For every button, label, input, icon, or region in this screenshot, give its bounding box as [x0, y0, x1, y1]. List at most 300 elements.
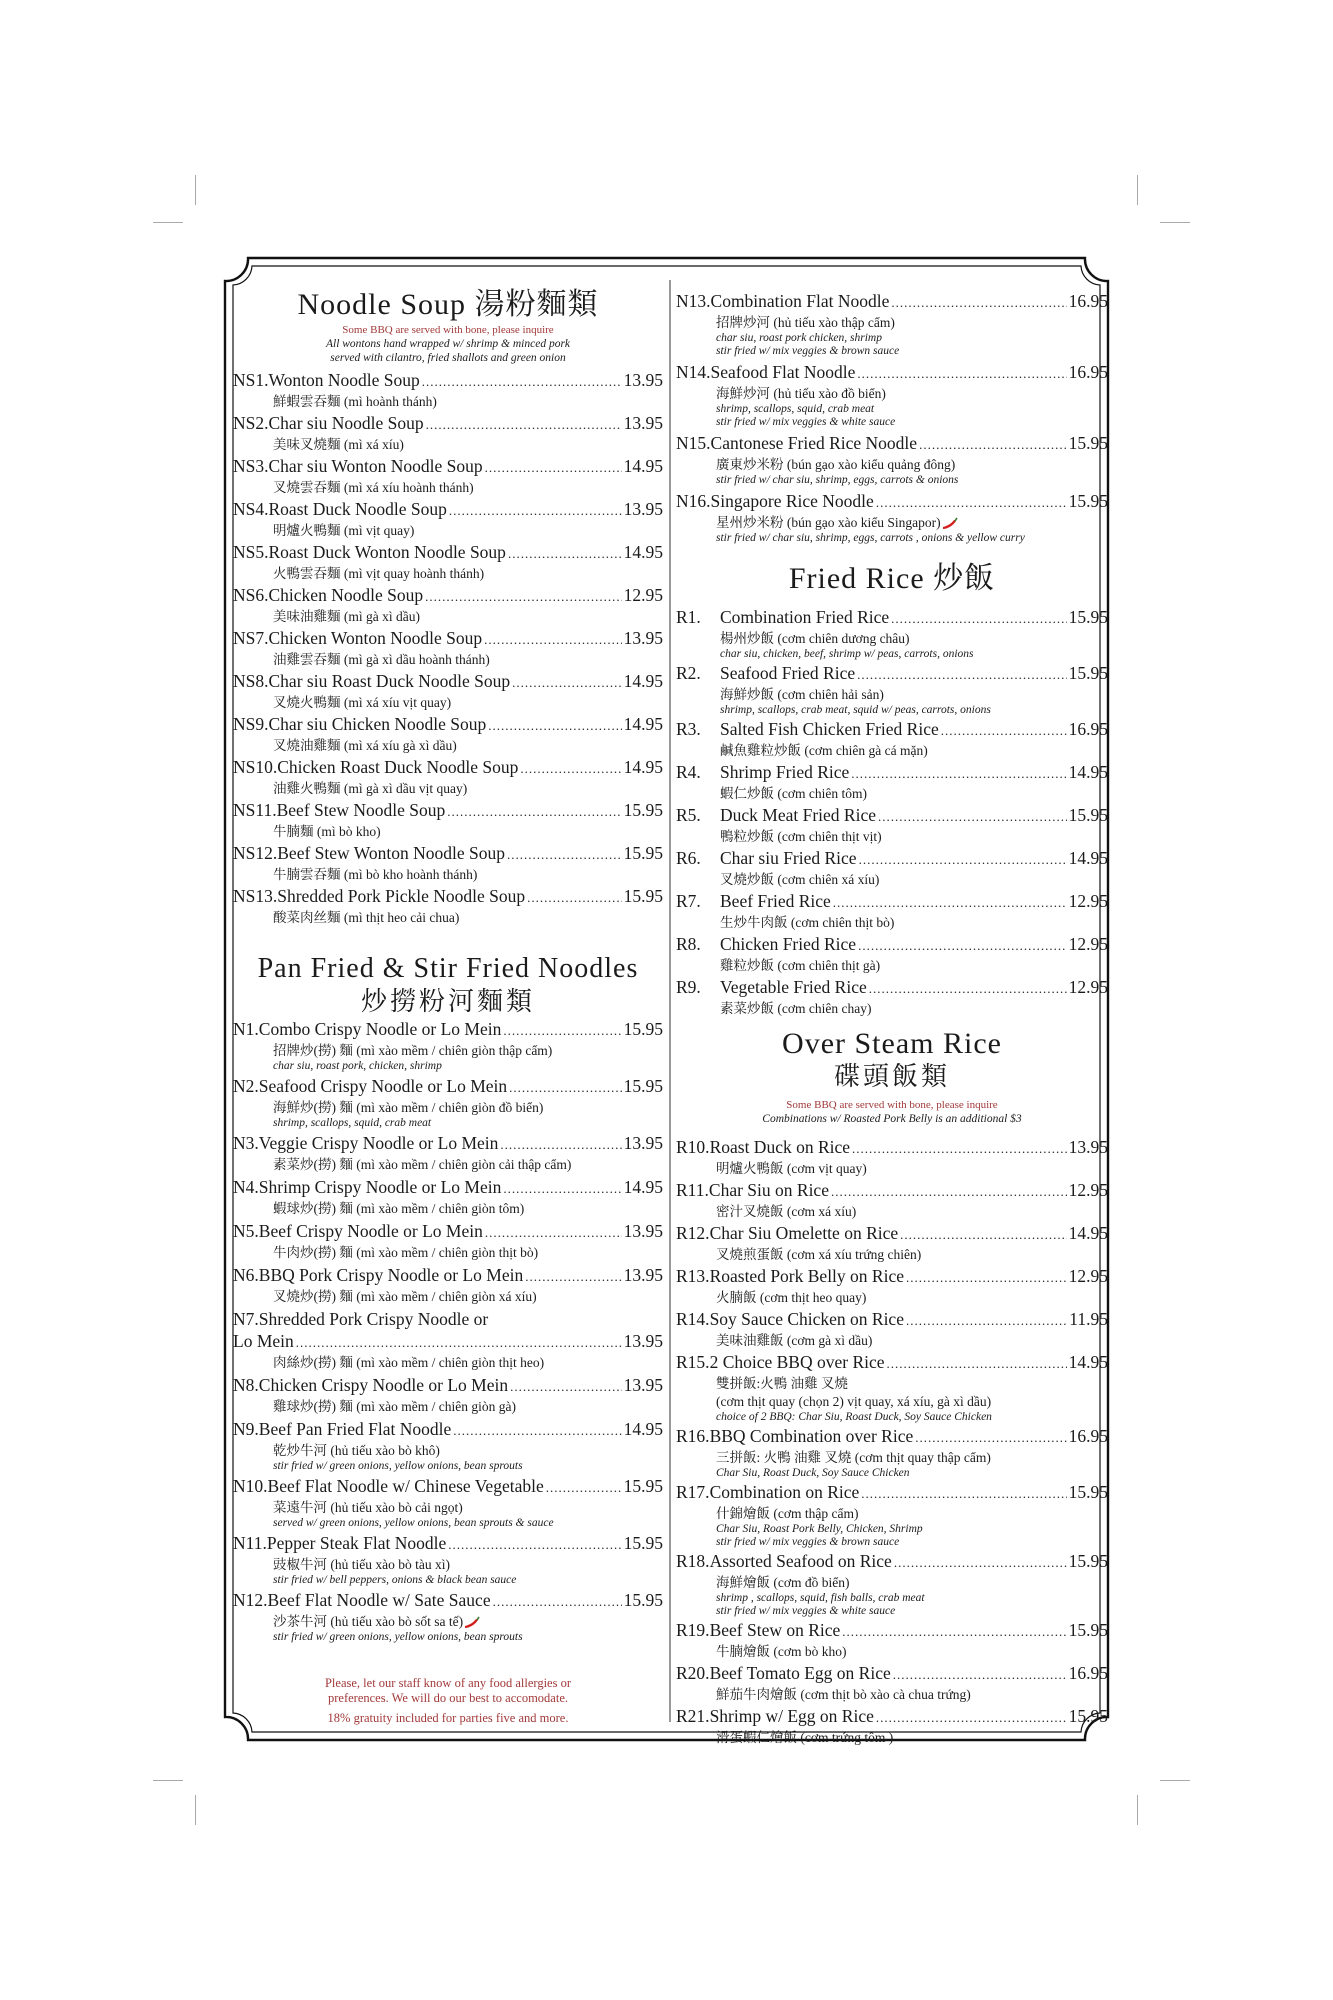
item-code: N1. — [233, 1019, 259, 1039]
item-translation — [233, 479, 663, 497]
chili-pepper-icon — [463, 1616, 481, 1630]
item-name: Seafood Flat Noodle — [710, 362, 856, 382]
item-name: Roast Duck Wonton Noodle Soup — [268, 542, 506, 562]
item-translation-text: 肉絲炒(撈) 麵 (mì xào mềm / chiên giòn thịt heo) — [273, 1355, 545, 1370]
menu-item — [233, 885, 663, 927]
item-code: R17. — [676, 1482, 710, 1502]
dot-leader — [859, 847, 1067, 871]
menu-item-line — [676, 290, 1108, 314]
item-name: Cantonese Fried Rice Noodle — [710, 433, 918, 453]
item-translation-text: 海鮮燴飯 (cơm đồ biển) — [716, 1575, 850, 1590]
item-price: 14.95 — [623, 1177, 663, 1197]
dot-leader — [906, 1265, 1067, 1289]
item-price: 16.95 — [1068, 1663, 1108, 1683]
menu-item-line — [233, 1330, 663, 1354]
item-price: 12.95 — [1068, 1180, 1108, 1200]
item-code: R11. — [676, 1180, 709, 1200]
item-code: NS10. — [233, 757, 278, 777]
item-translation — [233, 1398, 663, 1416]
menu-item-line — [676, 662, 1108, 686]
item-code: NS8. — [233, 671, 269, 691]
item-translation — [676, 828, 1108, 846]
item-translation — [676, 1160, 1108, 1178]
item-code: N13. — [676, 291, 711, 311]
item-translation — [233, 522, 663, 540]
item-description: shrimp, scallops, crab meat, squid w/ peas, carrots, onions — [720, 704, 991, 716]
menu-item-line — [676, 761, 1108, 785]
menu-item — [233, 1018, 663, 1073]
fried-rice-title: Fried Rice 炒飯 — [788, 562, 996, 595]
dot-leader — [861, 1481, 1066, 1505]
item-code: R20. — [676, 1663, 710, 1683]
menu-item-line — [676, 1619, 1108, 1643]
item-price: 15.95 — [1068, 1482, 1108, 1502]
item-translation — [233, 1613, 663, 1631]
item-translation — [676, 1246, 1108, 1264]
item-price: 16.95 — [1068, 1426, 1108, 1446]
menu-item-line — [233, 713, 663, 737]
item-name: Wonton Noodle Soup — [268, 370, 420, 390]
item-translation-text: 雙拼飯:火鴨 油雞 叉燒 — [716, 1376, 849, 1391]
item-name: Combination on Rice — [709, 1482, 860, 1502]
dot-leader — [484, 627, 622, 651]
item-translation — [676, 914, 1108, 932]
pan-fried-list — [233, 1018, 663, 1644]
item-translation — [233, 1442, 663, 1460]
menu-item — [676, 606, 1108, 661]
menu-item — [676, 1425, 1108, 1480]
item-translation-text: 廣東炒米粉 (bún gạo xào kiểu quảng đông) — [716, 457, 956, 472]
dot-leader — [842, 1619, 1066, 1643]
item-name: Beef Tomato Egg on Rice — [709, 1663, 891, 1683]
menu-item-line — [233, 1374, 663, 1398]
item-price: 15.95 — [623, 843, 663, 863]
item-price: 14.95 — [1068, 762, 1108, 782]
item-name: Assorted Seafood on Rice — [709, 1551, 892, 1571]
item-translation-text: 鴨粒炒飯 (cơm chiên thịt vịt) — [720, 829, 882, 844]
menu-item-line — [676, 976, 1108, 1000]
item-translation — [233, 565, 663, 583]
item-translation-text: 鹹魚雞粒炒飯 (cơm chiên gà cá mặn) — [720, 743, 928, 758]
item-description: shrimp, scallops, squid, crab meat — [716, 403, 875, 415]
item-translation — [233, 780, 663, 798]
item-translation — [233, 1042, 663, 1060]
item-translation: (cơm thịt quay (chọn 2) vịt quay, xá xíu, gà xì dầu) — [716, 1394, 992, 1409]
menu-item-line — [676, 361, 1108, 385]
dot-leader — [520, 756, 621, 780]
item-name: Pepper Steak Flat Noodle — [266, 1533, 447, 1553]
item-translation-text: 美味油雞飯 (cơm gà xì dầu) — [716, 1333, 873, 1348]
item-price: 14.95 — [623, 1419, 663, 1439]
item-name: Char siu Fried Rice — [720, 848, 857, 868]
item-code: R5. — [676, 805, 701, 825]
item-name-continued: Lo Mein — [233, 1331, 294, 1351]
dot-leader — [869, 976, 1067, 1000]
item-translation — [233, 1244, 663, 1262]
item-translation — [233, 694, 663, 712]
item-name: Beef Crispy Noodle or Lo Mein — [258, 1221, 483, 1241]
item-code: R9. — [676, 977, 701, 997]
item-price: 13.95 — [623, 1133, 663, 1153]
noodle-soup-list — [233, 369, 663, 927]
item-translation-text: 星州炒米粉 (bún gạo xào kiểu Singapor) — [716, 515, 941, 530]
menu-item-line — [676, 1308, 1108, 1332]
dot-leader — [422, 369, 622, 393]
item-code: R2. — [676, 663, 701, 683]
item-price: 15.95 — [1068, 663, 1108, 683]
item-translation-text: 牛腩燴飯 (cơm bò kho) — [716, 1644, 847, 1659]
menu-item — [676, 1550, 1108, 1618]
item-name: Shredded Pork Pickle Noodle Soup — [277, 886, 526, 906]
item-price: 14.95 — [623, 456, 663, 476]
menu-item-line — [233, 1220, 663, 1244]
item-name: Chicken Noodle Soup — [268, 585, 424, 605]
allergy-line: preferences. We will do our best to accomodate. — [328, 1691, 568, 1705]
allergy-note — [233, 1676, 663, 1726]
dot-leader — [527, 885, 621, 909]
item-translation — [233, 1200, 663, 1218]
item-name: 2 Choice BBQ over Rice — [709, 1352, 885, 1372]
menu-item — [676, 804, 1108, 846]
item-price: 13.95 — [623, 1265, 663, 1285]
menu-item — [676, 933, 1108, 975]
item-translation-text: 叉燒炒(撈) 麵 (mì xào mềm / chiên giòn xá xíu) — [273, 1289, 537, 1304]
item-description: stir fried w/ mix veggies & white sauce — [716, 416, 896, 428]
item-translation-text: 蝦球炒(撈) 麵 (mì xào mềm / chiên giòn tôm) — [273, 1201, 525, 1216]
menu-item — [676, 890, 1108, 932]
item-code: R14. — [676, 1309, 710, 1329]
item-price: 12.95 — [1068, 891, 1108, 911]
item-translation-text: 牛肉炒(撈) 麵 (mì xào mềm / chiên giòn thịt bò) — [273, 1245, 539, 1260]
item-name: Chicken Wonton Noodle Soup — [268, 628, 483, 648]
dot-leader — [503, 1176, 621, 1200]
dot-leader — [510, 1374, 622, 1398]
item-translation — [233, 823, 663, 841]
item-name: Shrimp w/ Egg on Rice — [709, 1706, 874, 1726]
item-translation-text: 三拼飯: 火鴨 油雞 叉燒 (cơm thịt quay thập cẩm) — [716, 1450, 991, 1465]
dot-leader — [546, 1475, 622, 1499]
item-translation-text: 海鮮炒(撈) 麵 (mì xào mềm / chiên giòn đồ biển) — [273, 1100, 544, 1115]
dot-leader — [887, 1351, 1067, 1375]
dot-leader — [915, 1425, 1066, 1449]
item-description: stir fried w/ green onions, yellow onions, bean sprouts — [273, 1631, 523, 1643]
item-code: N3. — [233, 1133, 259, 1153]
item-code: R13. — [676, 1266, 710, 1286]
item-name: Roasted Pork Belly on Rice — [709, 1266, 904, 1286]
item-price: 13.95 — [623, 413, 663, 433]
over-rice-list — [676, 1136, 1108, 1747]
allergy-line: Please, let our staff know of any food allergies or — [324, 1676, 571, 1690]
menu-item — [233, 842, 663, 884]
item-translation — [676, 686, 1108, 704]
item-translation-text: 海鮮炒河 (hủ tiếu xào đồ biển) — [716, 386, 886, 401]
item-code: R1. — [676, 607, 701, 627]
item-price: 14.95 — [1068, 1352, 1108, 1372]
menu-item-line — [233, 670, 663, 694]
menu-item — [676, 1265, 1108, 1307]
item-description: served w/ green onions, yellow onions, bean sprouts & sauce — [273, 1517, 554, 1529]
item-translation — [233, 909, 663, 927]
item-name: Salted Fish Chicken Fried Rice — [720, 719, 939, 739]
menu-item-line — [233, 1532, 663, 1556]
item-code: R3. — [676, 719, 701, 739]
item-translation-text: 油雞火鴨麵 (mì gà xì dầu vịt quay) — [273, 781, 468, 796]
dot-leader — [453, 1418, 621, 1442]
item-description: shrimp , scallops, squid, fish balls, crab meat — [716, 1592, 925, 1604]
item-translation — [676, 785, 1108, 803]
item-code: N14. — [676, 362, 711, 382]
item-name: Beef Stew on Rice — [709, 1620, 841, 1640]
item-name: Char Siu on Rice — [708, 1180, 829, 1200]
garnish-note: served with cilantro, fried shallots and green onion — [330, 352, 566, 364]
item-translation-text: 生炒牛肉飯 (cơm chiên thịt bò) — [720, 915, 895, 930]
menu-item-line — [233, 842, 663, 866]
item-name: Seafood Crispy Noodle or Lo Mein — [258, 1076, 508, 1096]
menu-item — [233, 1308, 663, 1372]
item-price: 12.95 — [1068, 1266, 1108, 1286]
item-translation-text: 叉燒炒飯 (cơm chiên xá xíu) — [720, 872, 880, 887]
item-name: Roast Duck Noodle Soup — [268, 499, 447, 519]
item-translation — [233, 1099, 663, 1117]
dot-leader — [876, 490, 1067, 514]
item-name: Combination Flat Noodle — [710, 291, 890, 311]
menu-item-line — [676, 490, 1108, 514]
over-rice-title: Over Steam Rice — [782, 1027, 1002, 1060]
menu-item-line — [233, 584, 663, 608]
item-translation — [676, 314, 1108, 332]
item-price: 14.95 — [623, 542, 663, 562]
item-code: N7. — [233, 1309, 259, 1329]
item-price: 15.95 — [623, 800, 663, 820]
menu-item-line — [233, 1589, 663, 1613]
item-name: Duck Meat Fried Rice — [720, 805, 876, 825]
item-translation-text: 乾炒牛河 (hủ tiếu xào bò khô) — [273, 1443, 440, 1458]
item-code: N10. — [233, 1476, 268, 1496]
menu-item — [676, 1705, 1108, 1747]
dot-leader — [447, 799, 621, 823]
item-code: R4. — [676, 762, 701, 782]
item-translation-text: 滑蛋蝦仁燴飯 (cơm trứng tôm ) — [716, 1730, 894, 1745]
item-description: stir fried w/ mix veggies & brown sauce — [716, 345, 900, 357]
item-code: N12. — [233, 1590, 268, 1610]
menu-item-line — [676, 1481, 1108, 1505]
item-translation-text: 火腩飯 (cơm thịt heo quay) — [716, 1290, 867, 1305]
item-translation-text: 火鴨雲吞麵 (mì vịt quay hoành thánh) — [273, 566, 485, 581]
dot-leader — [858, 933, 1067, 957]
bone-note: Some BBQ are served with bone, please inquire — [786, 1099, 998, 1111]
item-price: 12.95 — [623, 585, 663, 605]
dot-leader — [906, 1308, 1067, 1332]
item-translation-text: 沙茶牛河 (hủ tiếu xào bò sốt sa tế) — [273, 1614, 464, 1629]
item-name: Char Siu Omelette on Rice — [709, 1223, 899, 1243]
menu-item-line — [676, 718, 1108, 742]
dot-leader — [878, 804, 1067, 828]
item-code: NS12. — [233, 843, 278, 863]
dot-leader — [833, 890, 1067, 914]
menu-item — [676, 718, 1108, 760]
menu-item — [233, 1418, 663, 1473]
item-translation-text: 明爐火鴨飯 (cơm vịt quay) — [716, 1161, 867, 1176]
item-name: Soy Sauce Chicken on Rice — [709, 1309, 904, 1329]
item-name: Char siu Wonton Noodle Soup — [268, 456, 483, 476]
dot-leader — [426, 412, 622, 436]
menu-item-line — [233, 498, 663, 522]
dot-leader — [894, 1550, 1067, 1574]
item-translation — [233, 1499, 663, 1517]
item-name: BBQ Pork Crispy Noodle or Lo Mein — [258, 1265, 524, 1285]
item-price: 13.95 — [623, 628, 663, 648]
menu-item — [676, 847, 1108, 889]
item-description: stir fried w/ char siu, shrimp, eggs, carrots & onions — [716, 474, 959, 486]
item-code: R12. — [676, 1223, 710, 1243]
dot-leader — [891, 606, 1066, 630]
item-price: 13.95 — [623, 1221, 663, 1241]
menu-item-line — [233, 1018, 663, 1042]
item-translation-text: 叉燒火鴨麵 (mì xá xíu vịt quay) — [273, 695, 452, 710]
item-code: R16. — [676, 1426, 710, 1446]
menu-item — [233, 541, 663, 583]
dot-leader — [891, 290, 1066, 314]
menu-item — [233, 627, 663, 669]
item-translation — [676, 630, 1108, 648]
item-name: Beef Stew Noodle Soup — [276, 800, 446, 820]
item-price: 15.95 — [1068, 1620, 1108, 1640]
item-name: Char siu Chicken Noodle Soup — [268, 714, 487, 734]
item-price: 12.95 — [1068, 934, 1108, 954]
item-price: 16.95 — [1068, 291, 1108, 311]
dot-leader — [448, 1532, 621, 1556]
over-rice-title-zh: 碟頭飯類 — [833, 1062, 950, 1091]
menu-item — [676, 1222, 1108, 1264]
item-translation — [233, 608, 663, 626]
item-code: NS5. — [233, 542, 269, 562]
item-code: NS6. — [233, 585, 269, 605]
dot-leader — [507, 842, 622, 866]
item-description: Char Siu, Roast Pork Belly, Chicken, Shrimp — [716, 1523, 923, 1535]
menu-item — [233, 412, 663, 454]
dot-leader — [851, 761, 1066, 785]
item-price: 15.95 — [623, 1076, 663, 1096]
item-code: R18. — [676, 1551, 710, 1571]
item-code: N11. — [233, 1533, 267, 1553]
item-translation — [233, 1288, 663, 1306]
item-translation-text: 密汁叉燒飯 (cơm xá xíu) — [716, 1204, 857, 1219]
item-code: NS11. — [233, 800, 277, 820]
item-translation — [676, 1332, 1108, 1350]
item-translation-text: 叉燒雲吞麵 (mì xá xíu hoành thánh) — [273, 480, 474, 495]
item-price: 15.95 — [623, 1533, 663, 1553]
dot-leader — [941, 718, 1067, 742]
item-translation-text: 雞粒炒飯 (cơm chiên thịt gà) — [720, 958, 881, 973]
item-translation — [676, 1686, 1108, 1704]
noodle-soup-title: Noodle Soup 湯粉麵類 — [297, 288, 599, 321]
menu-item-line — [676, 1265, 1108, 1289]
item-code: R6. — [676, 848, 701, 868]
item-description: choice of 2 BBQ: Char Siu, Roast Duck, Soy Sauce Chicken — [716, 1411, 992, 1423]
item-price: 15.95 — [1068, 607, 1108, 627]
item-translation — [676, 1729, 1108, 1747]
menu-item-line — [233, 1132, 663, 1156]
menu-item-line — [676, 890, 1108, 914]
item-translation — [676, 1643, 1108, 1661]
dot-leader — [296, 1330, 622, 1354]
item-code: R10. — [676, 1137, 710, 1157]
item-price: 15.95 — [623, 1590, 663, 1610]
item-code: N8. — [233, 1375, 259, 1395]
menu-item-line — [676, 847, 1108, 871]
menu-item-line — [676, 1179, 1108, 1203]
item-description: stir fried w/ bell peppers, onions & black bean sauce — [273, 1574, 517, 1586]
item-price: 15.95 — [1068, 1706, 1108, 1726]
item-description: char siu, chicken, beef, shrimp w/ peas, carrots, onions — [720, 648, 974, 660]
gratuity-line: 18% gratuity included for parties five and more. — [327, 1711, 569, 1725]
item-code: R8. — [676, 934, 701, 954]
menu-item-line — [233, 412, 663, 436]
dot-leader — [876, 1705, 1067, 1729]
dot-leader — [508, 541, 622, 565]
item-code: NS4. — [233, 499, 269, 519]
menu-item — [676, 761, 1108, 803]
dot-leader — [485, 455, 622, 479]
item-translation-text: 牛腩雲吞麵 (mì bò kho hoành thánh) — [273, 867, 478, 882]
dot-leader — [893, 1662, 1067, 1686]
item-price: 12.95 — [1068, 977, 1108, 997]
item-code: R15. — [676, 1352, 710, 1372]
menu-item-line — [233, 1176, 663, 1200]
menu-item-line — [233, 369, 663, 393]
item-translation-text: 鮮蝦雲吞麵 (mì hoành thánh) — [273, 394, 437, 409]
item-translation-text: 什錦燴飯 (cơm thập cẩm) — [716, 1506, 859, 1521]
menu-item — [676, 1308, 1108, 1350]
menu-item-line — [233, 1475, 663, 1499]
item-translation-text: 美味叉燒麵 (mì xá xíu) — [273, 437, 404, 452]
item-name: Singapore Rice Noodle — [710, 491, 874, 511]
menu-item — [233, 1589, 663, 1644]
dot-leader — [857, 662, 1067, 686]
item-code: N6. — [233, 1265, 259, 1285]
menu-item — [676, 976, 1108, 1018]
item-name: Beef Stew Wonton Noodle Soup — [277, 843, 505, 863]
item-translation — [676, 1000, 1108, 1018]
item-code: NS13. — [233, 886, 278, 906]
item-translation — [233, 393, 663, 411]
item-translation — [676, 1289, 1108, 1307]
item-price: 16.95 — [1068, 362, 1108, 382]
menu-item-line — [676, 933, 1108, 957]
item-translation-text: 菜遠牛河 (hủ tiếu xào bò cải ngọt) — [273, 1500, 463, 1515]
item-translation — [233, 1556, 663, 1574]
dot-leader — [493, 1589, 622, 1613]
item-name: Beef Flat Noodle w/ Sate Sauce — [267, 1590, 491, 1610]
item-name: Beef Pan Fried Flat Noodle — [258, 1419, 452, 1439]
menu-item-line — [233, 541, 663, 565]
item-description: char siu, roast pork chicken, shrimp — [716, 332, 882, 344]
menu-item-line — [676, 1705, 1108, 1729]
left-column — [233, 287, 663, 1646]
menu-item-line — [233, 1418, 663, 1442]
dot-leader — [852, 1136, 1067, 1160]
item-description: stir fried w/ mix veggies & white sauce — [716, 1605, 896, 1617]
item-code: NS1. — [233, 370, 269, 390]
item-name: Beef Flat Noodle w/ Chinese Vegetable — [267, 1476, 544, 1496]
dot-leader — [503, 1018, 621, 1042]
item-name: Shrimp Crispy Noodle or Lo Mein — [258, 1177, 502, 1197]
menu-item-line — [233, 756, 663, 780]
menu-item — [233, 1532, 663, 1587]
item-name: Char siu Noodle Soup — [268, 413, 424, 433]
menu-item — [233, 1176, 663, 1218]
item-translation-text: 雞球炒(撈) 麵 (mì xào mềm / chiên giòn gà) — [273, 1399, 516, 1414]
